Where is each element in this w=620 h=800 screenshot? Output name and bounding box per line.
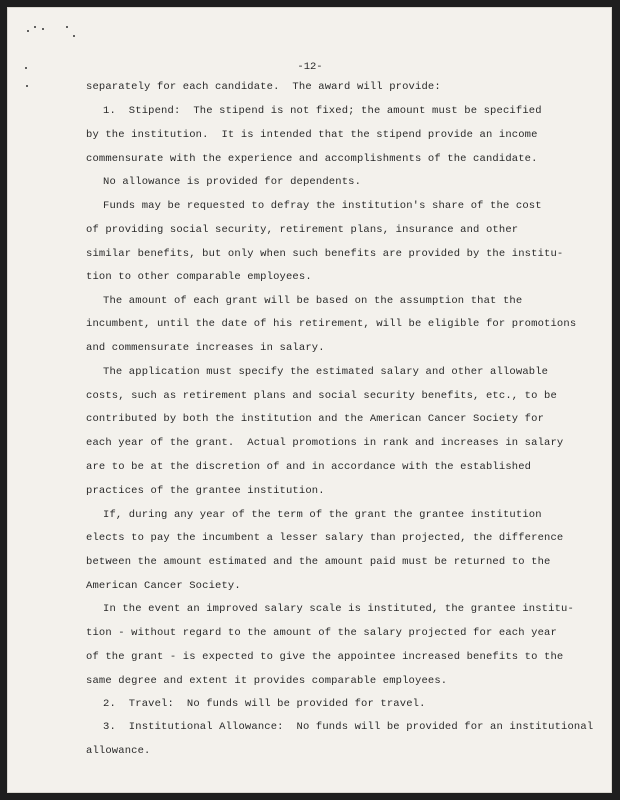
text-line: No allowance is provided for dependents. bbox=[103, 176, 362, 188]
text-line: 2. Travel: No funds will be provided for travel. bbox=[103, 698, 426, 710]
text-line: 1. Stipend: The stipend is not fixed; the amount must be specified bbox=[103, 105, 542, 117]
text-line: by the institution. It is intended that the stipend provide an income bbox=[86, 129, 538, 141]
text-line: The application must specify the estimated salary and other allowable bbox=[103, 366, 549, 378]
text-line: of providing social security, retirement plans, insurance and other bbox=[86, 224, 519, 236]
text-line: 3. Institutional Allowance: No funds will be provided for an institutional bbox=[103, 721, 594, 733]
text-line: and commensurate increases in salary. bbox=[86, 342, 325, 354]
text-line: tion - without regard to the amount of the salary projected for each year bbox=[86, 627, 557, 639]
text-line: costs, such as retirement plans and social security benefits, etc., to be bbox=[86, 390, 557, 402]
text-line: tion to other comparable employees. bbox=[86, 271, 312, 283]
text-line: similar benefits, but only when such benefits are provided by the institu- bbox=[86, 248, 564, 260]
text-line: incumbent, until the date of his retirement, will be eligible for promotions bbox=[86, 318, 577, 330]
text-line: same degree and extent it provides comparable employees. bbox=[86, 675, 448, 687]
text-line: American Cancer Society. bbox=[86, 580, 241, 592]
text-line: elects to pay the incumbent a lesser salary than projected, the difference bbox=[86, 532, 564, 544]
text-line: If, during any year of the term of the grant the grantee institution bbox=[103, 509, 542, 521]
text-line: of the grant - is expected to give the appointee increased benefits to the bbox=[86, 651, 564, 663]
text-line: are to be at the discretion of and in accordance with the established bbox=[86, 461, 532, 473]
text-line: In the event an improved salary scale is instituted, the grantee institu- bbox=[103, 603, 574, 615]
text-line: between the amount estimated and the amount paid must be returned to the bbox=[86, 556, 551, 568]
text-line: practices of the grantee institution. bbox=[86, 485, 325, 497]
text-line: contributed by both the institution and the American Cancer Society for bbox=[86, 413, 545, 425]
text-line: separately for each candidate. The award will provide: bbox=[86, 81, 441, 93]
page-number: -12- bbox=[297, 61, 323, 73]
text-line: Funds may be requested to defray the institution's share of the cost bbox=[103, 200, 542, 212]
text-line: each year of the grant. Actual promotions in rank and increases in salary bbox=[86, 437, 564, 449]
text-line: allowance. bbox=[86, 745, 151, 757]
text-line: The amount of each grant will be based on the assumption that the bbox=[103, 295, 523, 307]
text-line: commensurate with the experience and accomplishments of the candidate. bbox=[86, 153, 538, 165]
